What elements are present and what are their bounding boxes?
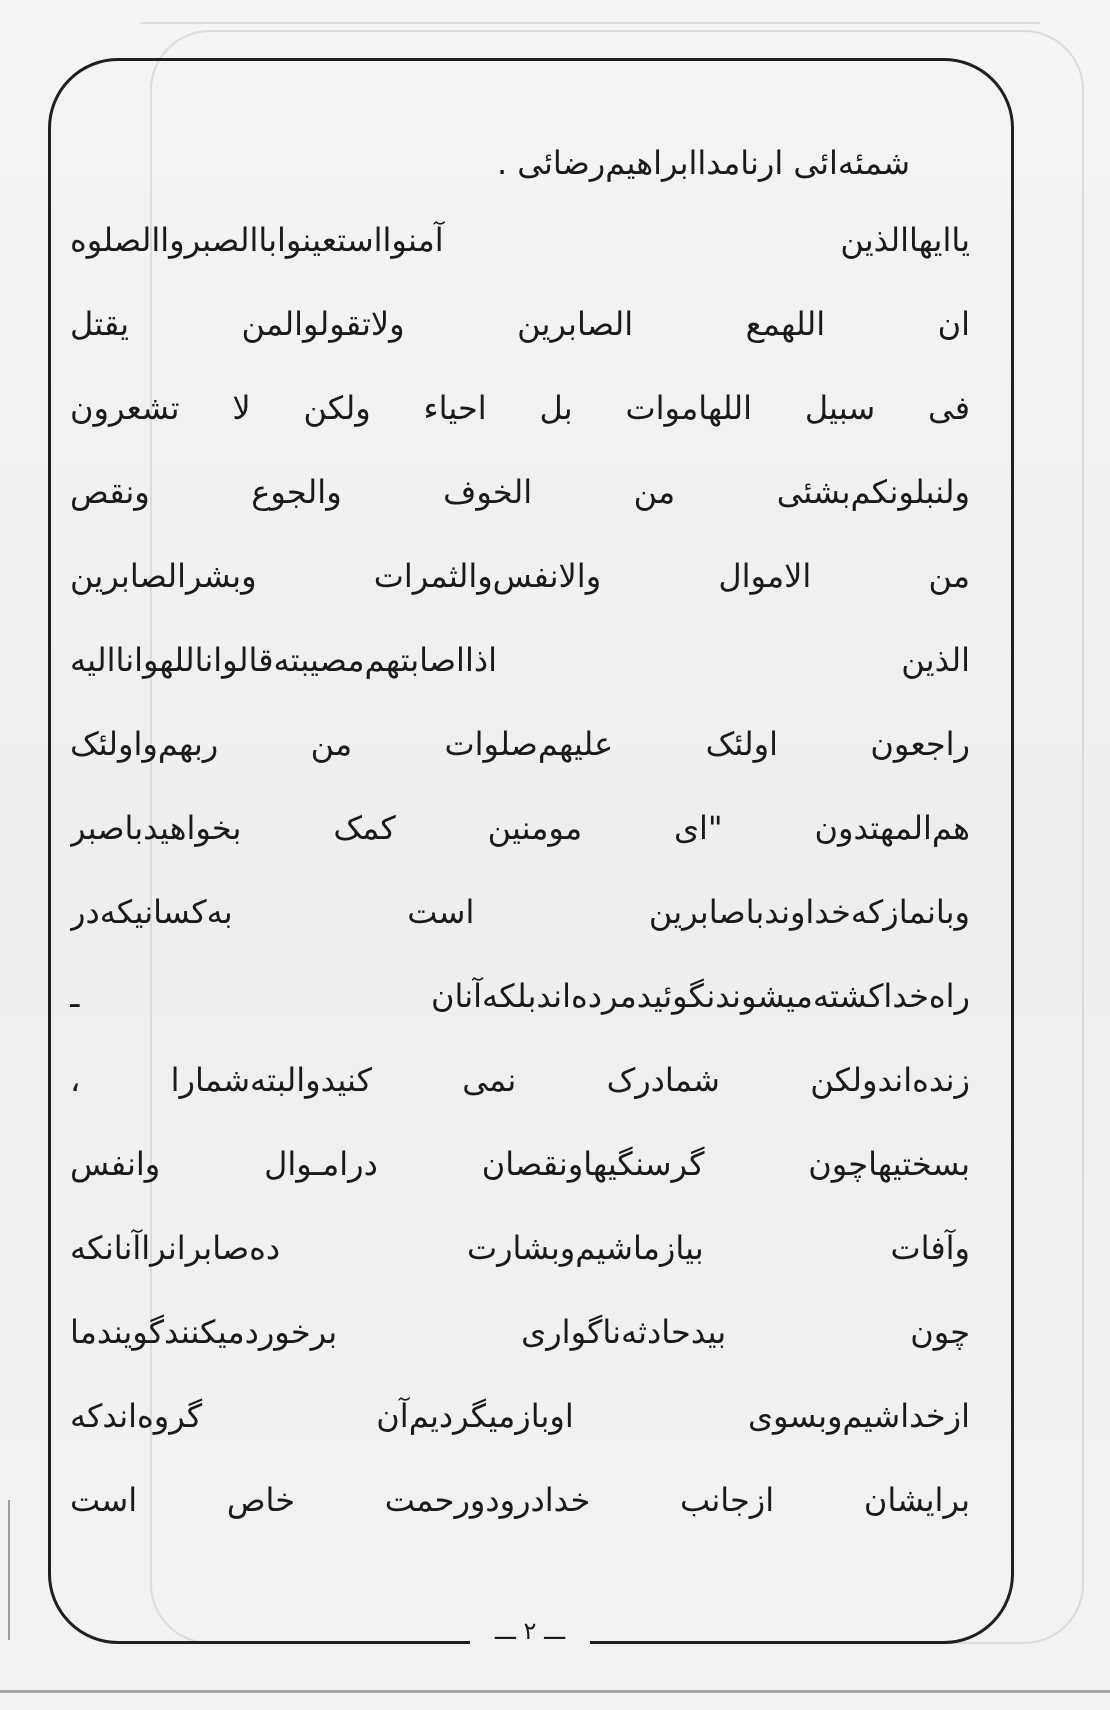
text-line: زنده‌اندولکن شمادرک نمی کنیدوالبته‌شمارا ، xyxy=(70,1061,970,1099)
text-line: راه‌خداکشته‌میشوندنگوئیدمرده‌اندبلکه‌آنان ـ xyxy=(70,977,970,1015)
text-line: ان اللهمع الصابرین ولاتقولوالمن یقتل xyxy=(70,305,970,343)
text-line: چون بیدحادثه‌ناگواری برخوردمیکنندگویندما xyxy=(70,1313,970,1351)
text-line: ولنبلونکم‌بشئی من الخوف والجوع ونقص xyxy=(70,473,970,511)
document-text-block xyxy=(70,128,970,1542)
text-line: شمئه‌ائی ارنامداابراهیم‌رضائی . xyxy=(496,144,910,182)
text-line: فی سبیل اللهاموات بل احیاء ولکن لا تشعرون xyxy=(70,389,970,427)
text-line: الذین اذااصابتهم‌مصیبته‌قالواناللهواناالیه xyxy=(70,641,970,679)
scan-top-edge xyxy=(140,22,1040,24)
text-line: هم‌المهتدون "ای مومنین کمک بخواهیدباصبر xyxy=(70,809,970,847)
text-line: برایشان ازجانب خدادرودورحمت خاص است xyxy=(70,1481,970,1519)
text-line: من الاموال والانفس‌والثمرات وبشرالصابرین xyxy=(70,557,970,595)
scan-bottom-edge xyxy=(0,1690,1110,1693)
scan-left-edge-mark xyxy=(8,1500,10,1640)
text-line: بسختیهاچون گرسنگیهاونقصان درامـوال وانفس xyxy=(70,1145,970,1183)
text-line: ازخداشیم‌وبسوی اوبازمیگردیم‌آن گروه‌اندکه xyxy=(70,1397,970,1435)
text-line: وآفات بیازماشیم‌وبشارت ده‌صابرانراآنانکه xyxy=(70,1229,970,1267)
text-line: وبانمازکه‌خداوندباصابرین است به‌کسانیکه‌در xyxy=(70,893,970,931)
text-line: یاایهاالذین آمنوااستعینواباالصبرواالصلوه xyxy=(70,221,970,259)
page-number: ـــ ۲ ـــ xyxy=(470,1616,590,1646)
text-line: راجعون اولئک علیهم‌صلوات من ربهم‌واولئک xyxy=(70,725,970,763)
